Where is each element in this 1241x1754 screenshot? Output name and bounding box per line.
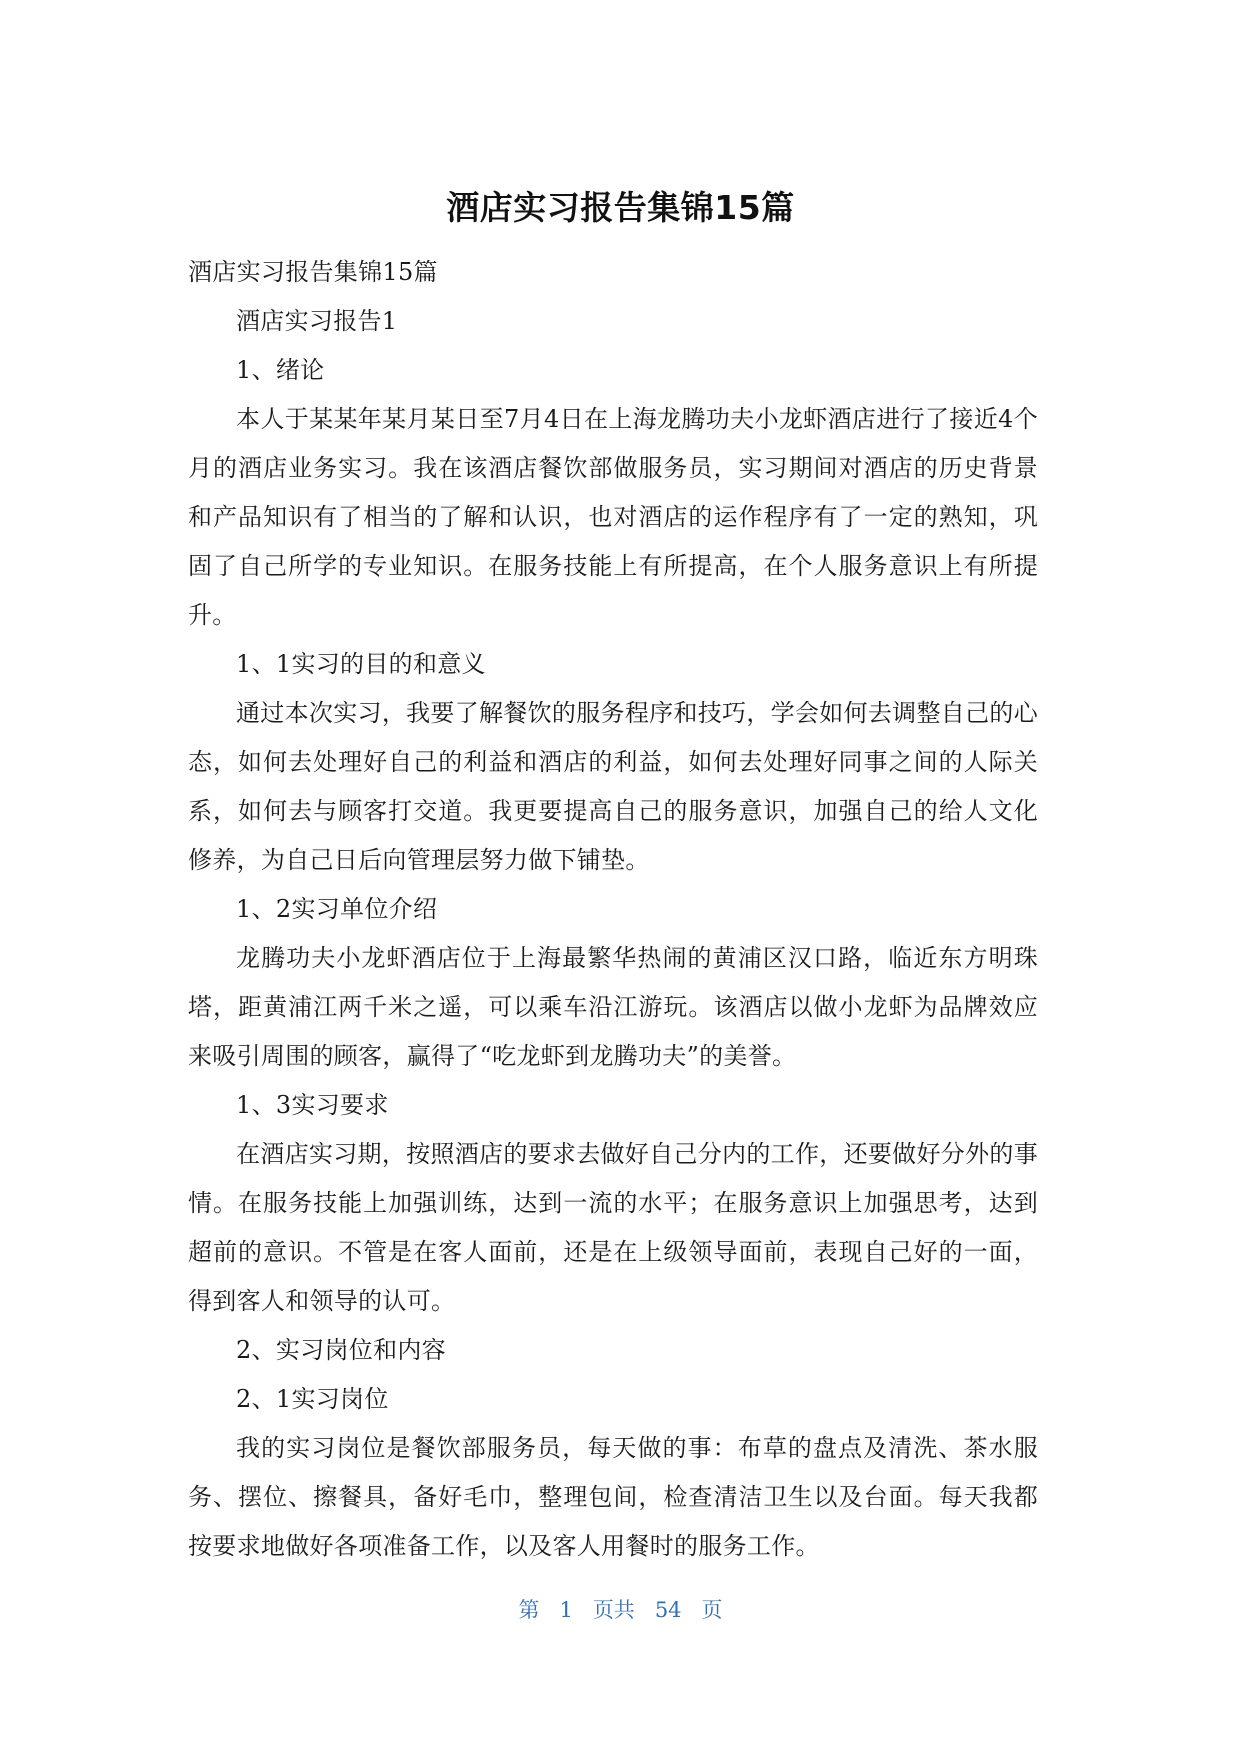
body-paragraph: 在酒店实习期，按照酒店的要求去做好自己分内的工作，还要做好分外的事情。在服务技能上加强训练，达到一流的水平；在服务意识上加强思考，达到超前的意识。不管是在客人面前，还是在上级领导面前，表现自己好的一面，得到客人和领导的认可。 [188,1140,1038,1315]
section-heading: 2、实习岗位和内容 [236,1336,446,1364]
page-footer [0,1595,1241,1625]
section-heading: 1、1实习的目的和意义 [236,650,486,678]
footer-current-page: 1 [559,1598,573,1622]
section-heading: 酒店实习报告1 [236,307,398,335]
body-paragraph: 通过本次实习，我要了解餐饮的服务程序和技巧，学会如何去调整自己的心态，如何去处理好自己的利益和酒店的利益，如何去处理好同事之间的人际关系，如何去与顾客打交道。我更要提高自己的服务意识，加强自己的给人文化修养，为自己日后向管理层努力做下铺垫。 [188,699,1038,874]
document-subtitle: 酒店实习报告集锦15篇 [188,258,438,286]
body-paragraph: 我的实习岗位是餐饮部服务员，每天做的事：布草的盘点及清洗、茶水服务、摆位、擦餐具，备好毛巾，整理包间，检查清洁卫生以及台面。每天我都按要求地做好各项准备工作，以及客人用餐时的服务工作。 [188,1434,1038,1560]
body-paragraph: 本人于某某年某月某日至7月4日在上海龙腾功夫小龙虾酒店进行了接近4个月的酒店业务实习。我在该酒店餐饮部做服务员，实习期间对酒店的历史背景和产品知识有了相当的了解和认识，也对酒店的运作程序有了一定的熟知，巩固了自己所学的专业知识。在服务技能上有所提高，在个人服务意识上有所提升。 [188,405,1038,629]
section-heading: 1、2实习单位介绍 [236,895,438,923]
section-heading: 1、3实习要求 [236,1091,389,1119]
document-title: 酒店实习报告集锦15篇 [446,188,795,227]
footer-label-page: 第 [518,1598,540,1622]
body-paragraph: 龙腾功夫小龙虾酒店位于上海最繁华热闹的黄浦区汉口路，临近东方明珠塔，距黄浦江两千米之遥，可以乘车沿江游玩。该酒店以做小龙虾为品牌效应来吸引周围的顾客，赢得了“吃龙虾到龙腾功夫”的美誉。 [188,944,1038,1070]
document-body [188,248,1038,1571]
footer-total-pages: 54 [654,1598,682,1622]
footer-label-end: 页 [701,1598,723,1622]
section-heading: 2、1实习岗位 [236,1385,389,1413]
section-heading: 1、绪论 [236,356,325,384]
footer-label-of: 页共 [592,1598,635,1622]
